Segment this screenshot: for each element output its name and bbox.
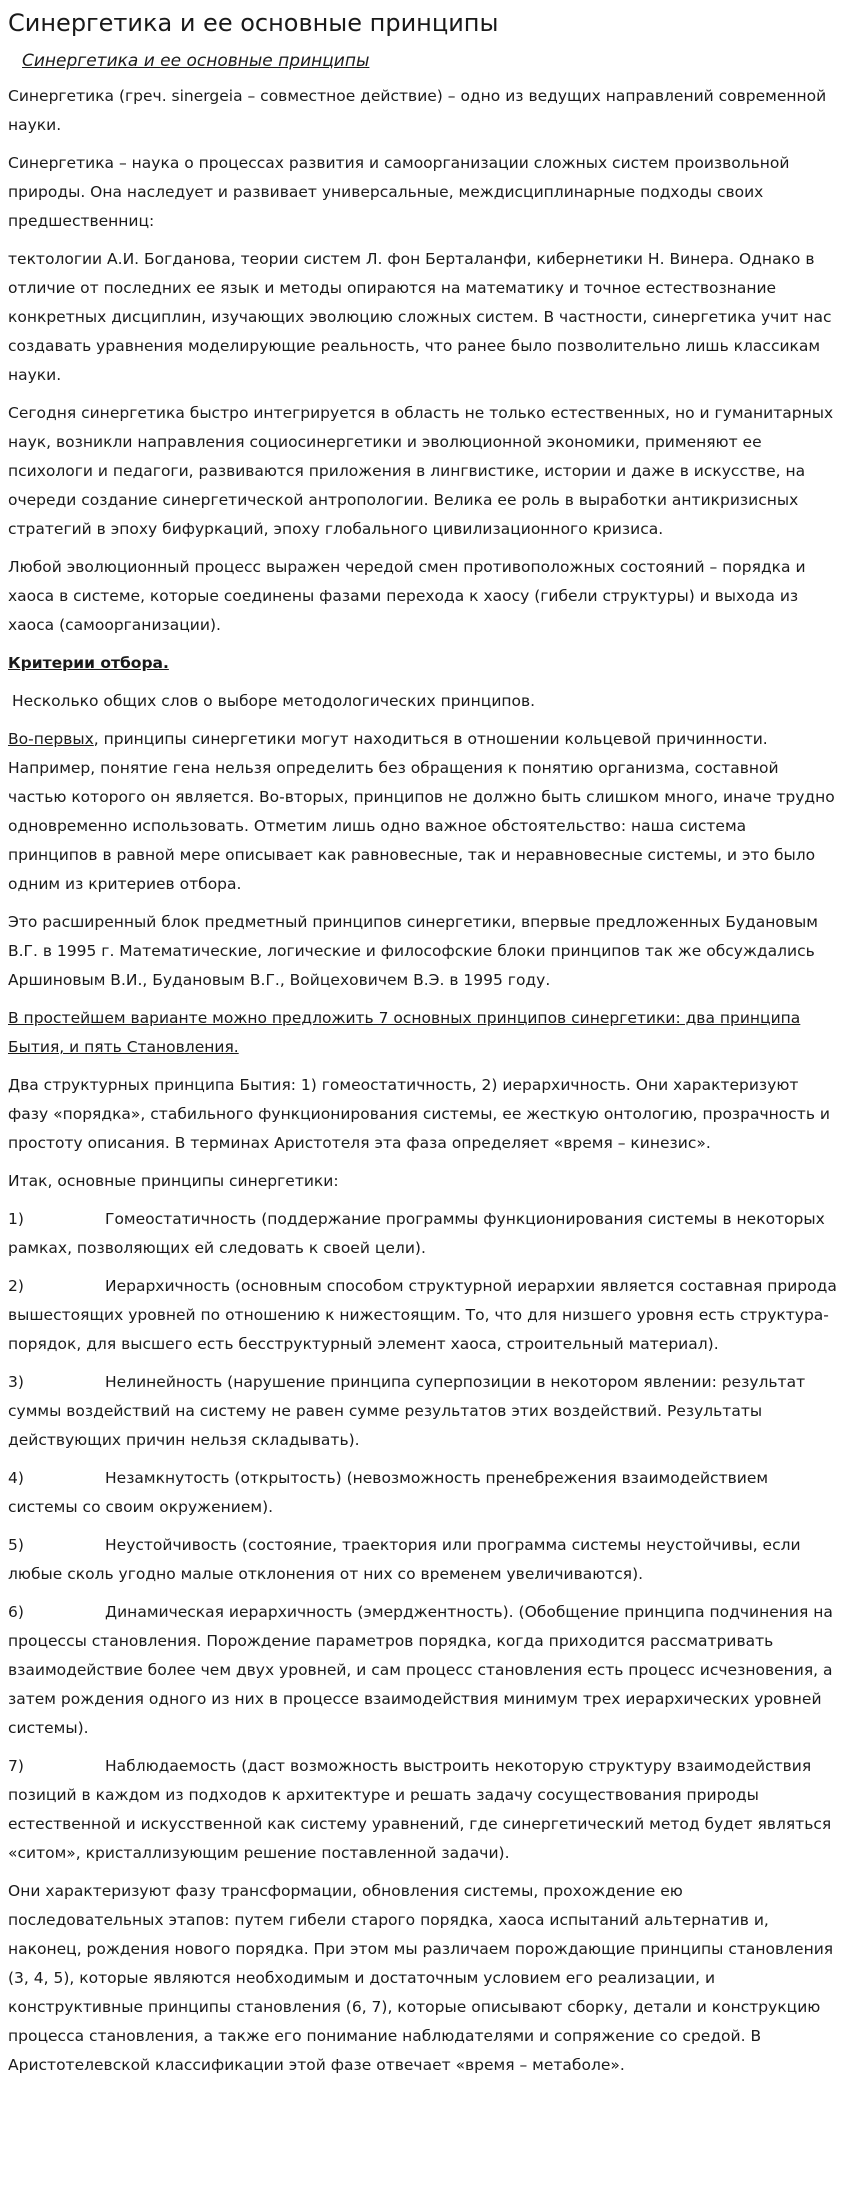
list-item-text: Гомеостатичность (поддержание программы функционирования системы в некоторых рамках, позволяющих ей следовать к своей цели). [8,1210,825,1257]
list-item-text: Наблюдаемость (даст возможность выстроить некоторую структуру взаимодействия позиций в каждом из подходов к архитектуре и решать задачу сосуществования природы естественной и искусственной как систему уравнений, где синергетический метод будет являться «ситом», кристаллизующим решение поставленной задачи). [8,1757,832,1862]
paragraph-extended-block: Это расширенный блок предметный принципов синергетики, впервые предложенных Будановым В.Г. в 1995 г. Математические, логические и философские блоки принципов так же обсуждались Аршиновым В.И., Будановым В.Г., Войцеховичем В.Э. в 1995 году. [8,913,818,989]
list-item [8,1598,839,1743]
list-item [8,1205,839,1263]
paragraph-definition: Синергетика (греч. sinergeia – совместное действие) – одно из ведущих направлений современной науки. [8,87,827,134]
paragraph-methodology: Несколько общих слов о выборе методологических принципов. [12,692,536,710]
list-item-text: Незамкнутость (открытость) (невозможность пренебрежения взаимодействием системы со своим окружением). [8,1469,769,1516]
paragraph-being: Два структурных принципа Бытия: 1) гомеостатичность, 2) иерархичность. Они характеризуют фазу «порядка», стабильного функционирования системы, ее жесткую онтологию, прозрачность и простоту описания. В терминах Аристотеля эта фаза определяет «время – кинезис». [8,1076,830,1152]
list-item-text: Неустойчивость (состояние, траектория или программа системы неустойчивы, если любые сколь угодно малые отклонения от них со временем увеличиваются). [8,1536,801,1583]
list-item [8,1752,839,1868]
list-item-number: 4) [8,1469,24,1487]
list-item-number: 1) [8,1210,24,1228]
paragraph-science: Синергетика – наука о процессах развития и самоорганизации сложных систем произвольной природы. Она наследует и развивает универсальные, междисциплинарные подходы своих предшественниц: [8,154,790,230]
list-item [8,1368,839,1455]
list-item-text: Динамическая иерархичность (эмерджентность). (Обобщение принципа подчинения на процессы становления. Порождение параметров порядка, когда приходится рассматривать взаимодействие более чем двух уровней, и сам процесс становления есть процесс исчезновения, а затем рождения одного из них в процессе взаимодействия минимум трех иерархических уровней системы). [8,1603,833,1737]
list-item-number: 7) [8,1757,24,1775]
list-item-number: 5) [8,1536,24,1554]
list-item-number: 6) [8,1603,24,1621]
paragraph-predecessors: тектологии А.И. Богданова, теории систем Л. фон Берталанфи, кибернетики Н. Винера. Однако в отличие от последних ее язык и методы опираются на математику и точное естествознание конкретных дисциплин, изучающих эволюцию сложных систем. В частности, синергетика учит нас создавать уравнения моделирующие реальность, что ранее было позволительно лишь классикам науки. [8,250,832,384]
paragraph-list-intro: Итак, основные принципы синергетики: [8,1172,339,1190]
list-item [8,1272,839,1359]
paragraph-first [8,725,839,899]
list-item-text: Нелинейность (нарушение принципа суперпозиции в некотором явлении: результат суммы воздействий на систему не равен сумме результатов этих воздействий. Результаты действующих причин нельзя складывать). [8,1373,806,1449]
subtitle-link[interactable]: Синергетика и ее основные принципы [22,51,370,71]
first-underlined: Во-первых [8,730,94,748]
list-item-text: Иерархичность (основным способом структурной иерархии является составная природа вышестоящих уровней по отношению к нижестоящим. То, что для низшего уровня есть структура-порядок, для высшего есть бесструктурный элемент хаоса, строительный материал). [8,1277,837,1353]
paragraph-evolution: Любой эволюционный процесс выражен чередой смен противоположных состояний – порядка и хаоса в системе, которые соединены фазами перехода к хаосу (гибели структуры) и выхода из хаоса (самоорганизации). [8,558,806,634]
paragraph-transformation: Они характеризуют фазу трансформации, обновления системы, прохождение ею последовательных этапов: путем гибели старого порядка, хаоса испытаний альтернатив и, наконец, рождения нового порядка. При этом мы различаем порождающие принципы становления (3, 4, 5), которые являются необходимым и достаточным условием его реализации, и конструктивные принципы становления (6, 7), которые описывают сборку, детали и конструкцию процесса становления, а также его понимание наблюдателями и сопряжение со средой. В Аристотелевской классификации этой фазе отвечает «время – метаболе». [8,1882,834,2074]
paragraph-integration: Сегодня синергетика быстро интегрируется в область не только естественных, но и гуманитарных наук, возникли направления социосинергетики и эволюционной экономики, применяют ее психологи и педагоги, развиваются приложения в лингвистике, истории и даже в искусстве, на очереди создание синергетической антропологии. Велика ее роль в выработки антикризисных стратегий в эпоху бифуркаций, эпоху глобального цивилизационного кризиса. [8,404,834,538]
paragraph-seven-principles: В простейшем варианте можно предложить 7 основных принципов синергетики: два принципа Бытия, и пять Становления. [8,1009,801,1056]
list-item-number: 2) [8,1277,24,1295]
criteria-heading-text: Критерии отбора. [8,654,169,672]
page-title: Синергетика и ее основные принципы [8,9,499,37]
list-item [8,1531,839,1589]
list-item-number: 3) [8,1373,24,1391]
criteria-heading [8,649,839,678]
list-item [8,1464,839,1522]
paragraph-first-text: , принципы синергетики могут находиться в отношении кольцевой причинности. Например, понятие гена нельзя определить без обращения к понятию организма, составной частью которого он является. Во-вторых, принципов не должно быть слишком много, иначе трудно одновременно использовать. Отметим лишь одно важное обстоятельство: наша система принципов в равной мере описывает как равновесные, так и неравновесные системы, и это было одним из критериев отбора. [8,730,835,893]
